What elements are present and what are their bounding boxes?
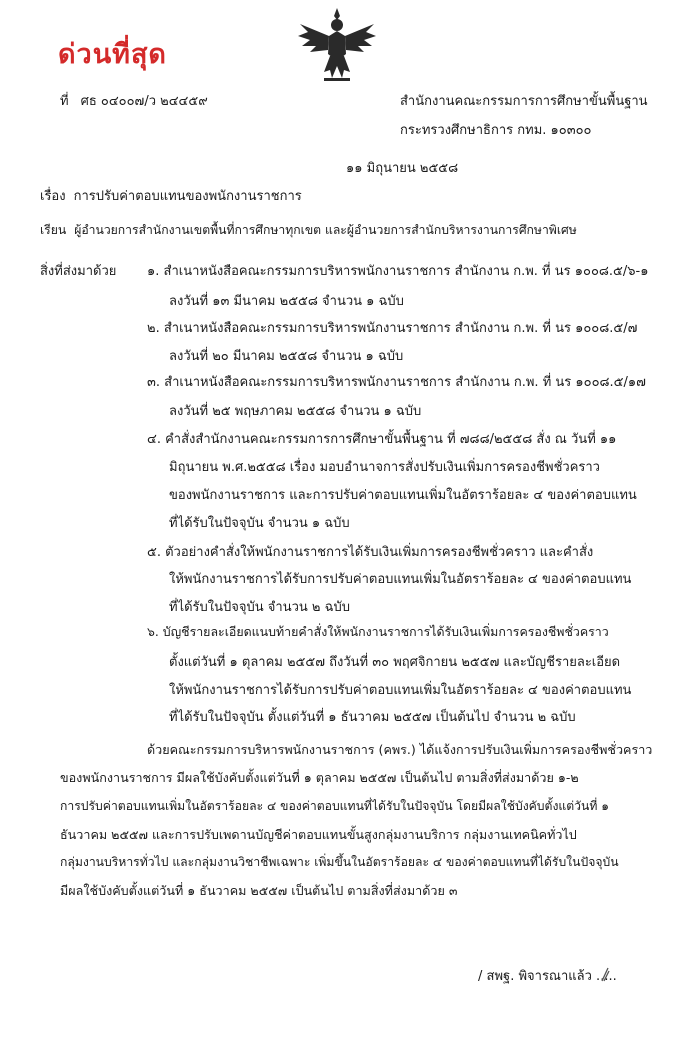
enclosure-5-line-1: ๕. ตัวอย่างคำสั่งให้พนักงานราชการได้รับเงินเพิ่มการครองชีพชั่วคราว และคำสั่ง [147, 545, 594, 560]
subject-line [40, 185, 302, 206]
enclosure-4-line-4: ที่ได้รับในปัจจุบัน จำนวน ๑ ฉบับ [169, 516, 350, 531]
body-line-1: ด้วยคณะกรรมการบริหารพนักงานราชการ (คพร.) ได้แจ้งการปรับเงินเพิ่มการครองชีพชั่วคราว [147, 742, 653, 757]
body-line-3: การปรับค่าตอบแทนเพิ่มในอัตราร้อยละ ๔ ของค่าตอบแทนที่ได้รับในปัจจุบัน โดยมีผลใช้บังคับตั้งแต่วันที่ ๑ [60, 799, 609, 813]
initial-mark-icon [600, 966, 610, 982]
enclosures-label: สิ่งที่ส่งมาด้วย [40, 264, 117, 279]
recipient-text: ผู้อำนวยการสำนักงานเขตพื้นที่การศึกษาทุกเขต และผู้อำนวยการสำนักบริหารงานการศึกษาพิเศษ [74, 223, 577, 237]
enclosure-3-line-2: ลงวันที่ ๒๕ พฤษภาคม ๒๕๕๘ จำนวน ๑ ฉบับ [169, 404, 422, 419]
enclosure-1-line-1: ๑. สำเนาหนังสือคณะกรรมการบริหารพนักงานราชการ สำนักงาน ก.พ. ที่ นร ๑๐๐๘.๕/๖-๑ [147, 264, 649, 279]
enclosure-2-line-2: ลงวันที่ ๒๐ มีนาคม ๒๕๕๘ จำนวน ๑ ฉบับ [169, 349, 404, 364]
enclosure-3-line-1: ๓. สำเนาหนังสือคณะกรรมการบริหารพนักงานราชการ สำนักงาน ก.พ. ที่ นร ๑๐๐๘.๕/๑๗ [147, 375, 646, 390]
urgency-stamp: ด่วนที่สุด [58, 39, 167, 70]
enclosure-6-line-4: ที่ได้รับในปัจจุบัน ตั้งแต่วันที่ ๑ ธันวาคม ๒๕๕๗ เป็นต้นไป จำนวน ๒ ฉบับ [169, 710, 576, 725]
enclosure-4-line-2: มิถุนายน พ.ศ.๒๕๕๘ เรื่อง มอบอำนาจการสั่งปรับเงินเพิ่มการครองชีพชั่วคราว [169, 460, 600, 475]
enclosure-2-line-1: ๒. สำเนาหนังสือคณะกรรมการบริหารพนักงานราชการ สำนักงาน ก.พ. ที่ นร ๑๐๐๘.๕/๗ [147, 321, 638, 336]
subject-label: เรื่อง [40, 189, 66, 204]
enclosure-1-line-2: ลงวันที่ ๑๓ มีนาคม ๒๕๕๘ จำนวน ๑ ฉบับ [169, 294, 404, 309]
enclosure-4-line-1: ๔. คำสั่งสำนักงานคณะกรรมการการศึกษาขั้นพื้นฐาน ที่ ๗๘๘/๒๕๕๘ สั่ง ณ วันที่ ๑๑ [147, 432, 617, 447]
ministry-address: กระทรวงศึกษาธิการ กทม. ๑๐๓๐๐ [400, 123, 592, 138]
recipient-label: เรียน [40, 223, 67, 237]
enclosure-6-line-3: ให้พนักงานราชการได้รับการปรับค่าตอบแทนเพิ่มในอัตราร้อยละ ๔ ของค่าตอบแทน [169, 683, 632, 698]
body-line-2: ของพนักงานราชการ มีผลใช้บังคับตั้งแต่วันที่ ๑ ตุลาคม ๒๕๕๗ เป็นต้นไป ตามสิ่งที่ส่งมาด้วย ๑-๒ [60, 770, 579, 785]
enclosure-4-line-3: ของพนักงานราชการ และการปรับค่าตอบแทนเพิ่มในอัตราร้อยละ ๔ ของค่าตอบแทน [169, 488, 637, 503]
body-line-5: กลุ่มงานบริหารทั่วไป และกลุ่มงานวิชาชีพเฉพาะ เพิ่มขึ้นในอัตราร้อยละ ๔ ของค่าตอบแทนที่ได้รับในปัจจุบัน [60, 855, 619, 869]
enclosure-5-line-2: ให้พนักงานราชการได้รับการปรับค่าตอบแทนเพิ่มในอัตราร้อยละ ๔ ของค่าตอบแทน [169, 572, 632, 587]
reference-line [60, 90, 208, 111]
continuation-note: / สพฐ. พิจารณาแล้ว ..... [478, 969, 617, 984]
garuda-emblem-icon [296, 6, 378, 84]
body-line-4: ธันวาคม ๒๕๕๗ และการปรับเพดานบัญชีค่าตอบแทนขั้นสูงกลุ่มงานบริการ กลุ่มงานเทคนิคทั่วไป [60, 827, 577, 842]
body-line-6: มีผลใช้บังคับตั้งแต่วันที่ ๑ ธันวาคม ๒๕๕๗ เป็นต้นไป ตามสิ่งที่ส่งมาด้วย ๓ [60, 883, 458, 898]
reference-number: ศธ ๐๔๐๐๗/ว ๒๔๔๕๙ [80, 94, 208, 109]
letter-date: ๑๑ มิถุนายน ๒๕๕๘ [346, 161, 459, 176]
reference-label: ที่ [60, 94, 69, 109]
enclosure-5-line-3: ที่ได้รับในปัจจุบัน จำนวน ๒ ฉบับ [169, 600, 350, 615]
enclosure-6-line-2: ตั้งแต่วันที่ ๑ ตุลาคม ๒๕๕๗ ถึงวันที่ ๓๐ พฤศจิกายน ๒๕๕๗ และบัญชีรายละเอียด [169, 655, 621, 670]
agency-name: สำนักงานคณะกรรมการการศึกษาขั้นพื้นฐาน [400, 94, 648, 109]
recipient-line [40, 221, 577, 240]
subject-text: การปรับค่าตอบแทนของพนักงานราชการ [73, 189, 302, 204]
enclosure-6-line-1: ๖. บัญชีรายละเอียดแนบท้ายคำสั่งให้พนักงานราชการได้รับเงินเพิ่มการครองชีพชั่วคราว [147, 624, 609, 639]
